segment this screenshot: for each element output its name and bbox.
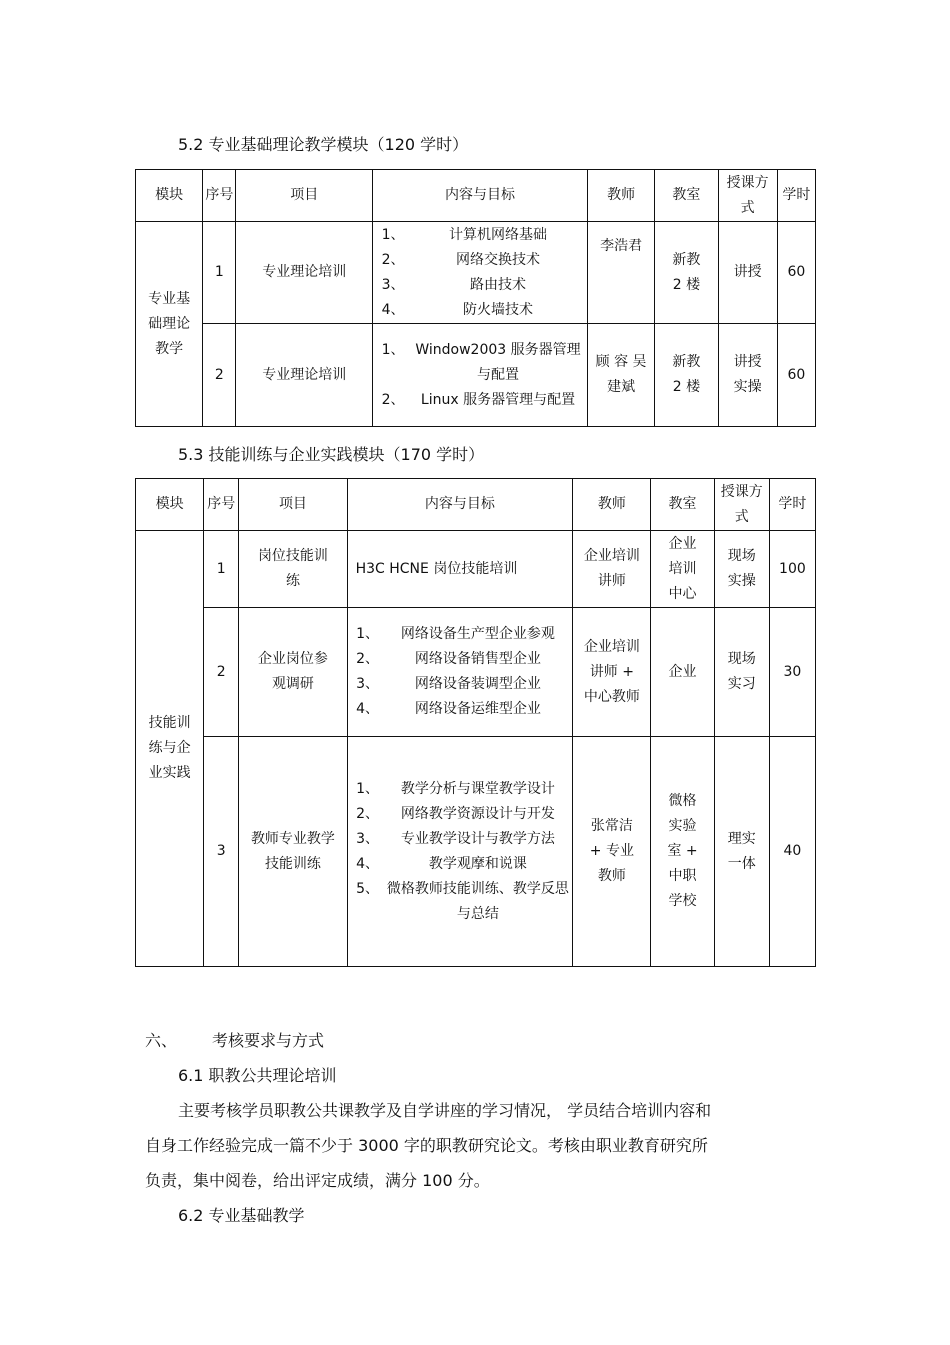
row-method: 理实一体	[714, 737, 769, 967]
row-project: 企业岗位参观调研	[239, 608, 347, 737]
list-item: 3、 网络设备装调型企业	[356, 676, 541, 692]
header-method: 授课方式	[718, 170, 777, 222]
header-project: 项目	[239, 479, 347, 531]
row-content	[373, 324, 588, 427]
row-content	[347, 608, 573, 737]
header-no: 序号	[204, 479, 239, 531]
module-cell: 专业基础理论教学	[136, 222, 203, 427]
list-item: 4、 教学观摩和说课	[356, 855, 527, 872]
row-project: 专业理论培训	[236, 324, 373, 427]
header-teacher: 教师	[573, 479, 651, 531]
list-item: 3、 路由技术	[381, 276, 526, 293]
row-method: 现场实操	[714, 531, 769, 608]
table-header-row	[136, 170, 816, 222]
row-project: 专业理论培训	[236, 222, 373, 324]
table-row	[136, 737, 816, 967]
row-room: 企业培训中心	[651, 531, 714, 608]
row-room: 微格实验室 + 中职学校	[651, 737, 714, 967]
header-project: 项目	[236, 170, 373, 222]
row-teacher: 顾 容 吴建斌	[587, 324, 654, 427]
header-hours: 学时	[769, 479, 815, 531]
table-row	[136, 531, 816, 608]
list-item: 2、 Linux 服务器管理与配置	[381, 391, 576, 408]
header-hours: 学时	[777, 170, 815, 222]
row-hours: 100	[769, 531, 815, 608]
row-method: 讲授	[718, 222, 777, 324]
row-project: 教师专业教学技能训练	[239, 737, 347, 967]
section-6-1-title: 6.1 职教公共理论培训	[178, 1066, 337, 1085]
header-content: 内容与目标	[347, 479, 573, 531]
row-teacher: 张常洁 + 专业教师	[573, 737, 651, 967]
row-hours: 30	[769, 608, 815, 737]
row-room: 企业	[651, 608, 714, 737]
paragraph-line: 主要考核学员职教公共课教学及自学讲座的学习情况， 学员结合培训内容和	[178, 1101, 712, 1120]
list-item: 1、 计算机网络基础	[381, 226, 547, 243]
list-item: 5、 微格教师技能训练、教学反思与总结	[356, 880, 569, 922]
header-module: 模块	[136, 170, 203, 222]
paragraph-line: 负责，集中阅卷，给出评定成绩，满分 100 分。	[145, 1171, 490, 1190]
row-hours: 40	[769, 737, 815, 967]
row-content	[373, 222, 588, 324]
list-item: 3、 专业教学设计与教学方法	[356, 830, 555, 847]
header-room: 教室	[655, 170, 718, 222]
module-cell: 技能训练与企业实践	[136, 531, 204, 967]
list-item: 4、 防火墙技术	[381, 301, 533, 318]
row-teacher: 李浩君	[587, 222, 654, 324]
row-no: 3	[204, 737, 239, 967]
section-6-title: 考核要求与方式	[212, 1031, 325, 1050]
row-method: 现场实习	[714, 608, 769, 737]
list-item: 1、 Window2003 服务器管理与配置	[381, 341, 581, 383]
row-content	[347, 737, 573, 967]
section-5-2-title: 5.2 专业基础理论教学模块（120 学时）	[178, 135, 469, 154]
row-no: 2	[203, 324, 236, 427]
header-teacher: 教师	[587, 170, 654, 222]
list-item: 1、 网络设备生产型企业参观	[356, 626, 555, 642]
section-6-number: 六、	[145, 1031, 178, 1050]
row-method: 讲授 实操	[718, 324, 777, 427]
table-5-2	[135, 169, 816, 427]
list-item: 2、 网络教学资源设计与开发	[356, 805, 555, 822]
paragraph-line: 自身工作经验完成一篇不少于 3000 字的职教研究论文。考核由职业教育研究所	[145, 1136, 708, 1155]
header-content: 内容与目标	[373, 170, 588, 222]
row-room: 新教 2 楼	[655, 324, 718, 427]
row-no: 2	[204, 608, 239, 737]
row-project: 岗位技能训练	[239, 531, 347, 608]
row-no: 1	[203, 222, 236, 324]
section-5-3-title: 5.3 技能训练与企业实践模块（170 学时）	[178, 445, 485, 464]
row-hours: 60	[777, 222, 815, 324]
section-6-2-title: 6.2 专业基础教学	[178, 1206, 305, 1225]
table-5-3	[135, 478, 816, 967]
row-room: 新教 2 楼	[655, 222, 718, 324]
list-item: 2、 网络设备销售型企业	[356, 651, 541, 667]
list-item: 1、 教学分析与课堂教学设计	[356, 780, 555, 797]
table-header-row	[136, 479, 816, 531]
row-teacher: 企业培训讲师	[573, 531, 651, 608]
row-hours: 60	[777, 324, 815, 427]
header-method: 授课方式	[714, 479, 769, 531]
header-module: 模块	[136, 479, 204, 531]
header-no: 序号	[203, 170, 236, 222]
table-row	[136, 608, 816, 737]
table-row	[136, 222, 816, 324]
row-no: 1	[204, 531, 239, 608]
header-room: 教室	[651, 479, 714, 531]
list-item: 2、 网络交换技术	[381, 251, 540, 268]
row-teacher: 企业培训讲师 + 中心教师	[573, 608, 651, 737]
row-content: H3C HCNE 岗位技能培训	[347, 531, 573, 608]
table-row	[136, 324, 816, 427]
list-item: 4、 网络设备运维型企业	[356, 701, 541, 717]
